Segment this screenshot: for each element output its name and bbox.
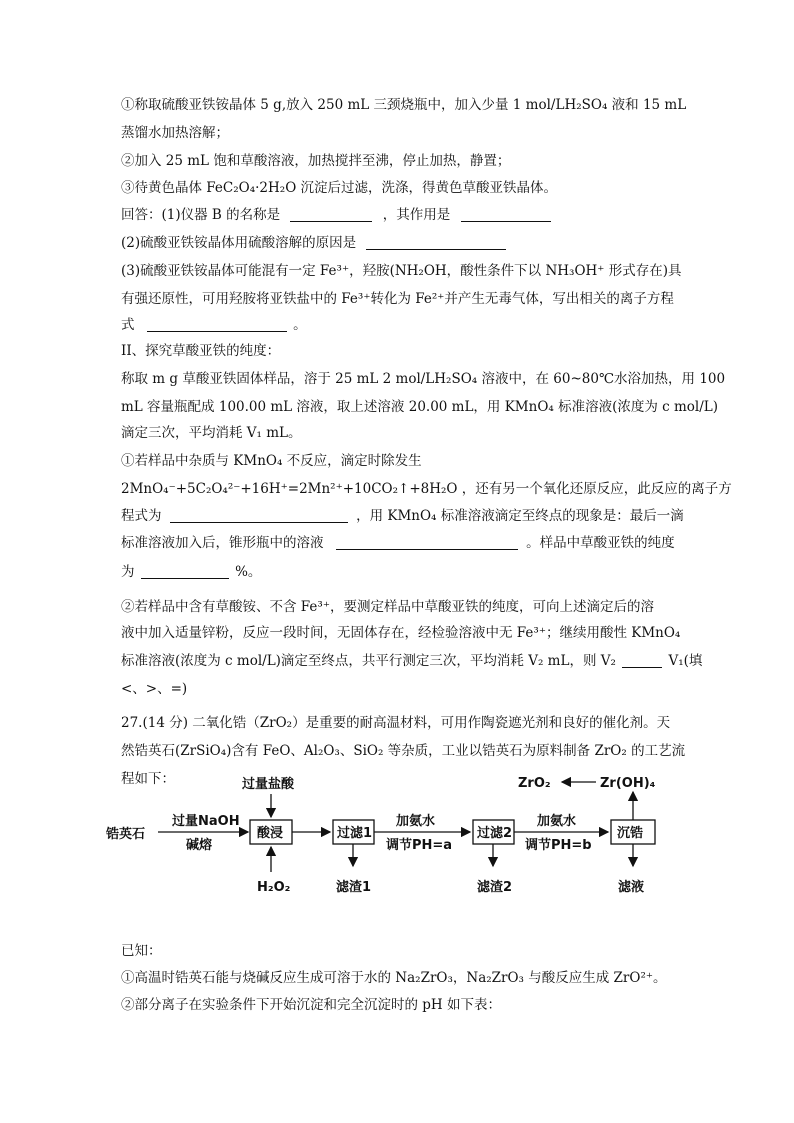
section-heading: II、探究草酸亚铁的纯度： [121,343,281,359]
flow-box1-top: 过量盐酸 [242,777,295,792]
answer-blank[interactable] [366,235,506,250]
flow-box1: 酸浸 [257,826,284,841]
text-line: ①若样品中杂质与 KMnO₄ 不反应，滴定时除发生 [121,453,422,469]
text-fragment: V₁(填 [668,653,703,669]
answer-blank[interactable] [290,207,372,222]
text-line: (3)硫酸亚铁铵晶体可能混有一定 Fe³⁺，羟胺(NH₂OH，酸性条件下以 NH₃OH⁺ 形式存在)具 [121,263,682,279]
question-line [121,534,675,552]
flow-product1: Zr(OH)₄ [600,776,656,791]
flow-step3-bottom: 调节PH=b [525,838,592,853]
question-line [121,563,261,581]
text-line: ③待黄色晶体 FeC₂O₄·2H₂O 沉淀后过滤，洗涤，得黄色草酸亚铁晶体。 [121,180,558,196]
flow-box2-out: 滤渣1 [336,880,372,895]
answer-blank[interactable] [461,207,551,222]
text-fragment: 式 [121,317,135,333]
flow-step2-top: 加氨水 [396,814,436,829]
text-line: ①称取硫酸亚铁铵晶体 5 g,放入 250 mL 三颈烧瓶中，加入少量 1 mol/LH₂SO₄ 液和 15 mL [121,97,687,113]
answer-blank[interactable] [147,317,287,332]
flow-box2: 过滤1 [337,826,373,841]
text-fragment: 为 [121,564,135,580]
flow-step2-bottom: 调节PH=a [386,838,453,853]
text-line: 有强还原性，可用羟胺将亚铁盐中的 Fe³⁺转化为 Fe²⁺并产生无毒气体，写出相关的离子方程 [121,291,674,307]
question-heading: 27.(14 分) 二氧化锆（ZrO₂）是重要的耐高温材料，可用作陶瓷遮光剂和良好的催化剂。天 [121,715,671,731]
text-fragment: 程式为 [121,508,162,524]
question-line [121,316,307,334]
question-line [121,507,684,525]
question-line [121,652,702,670]
text-line: 然锆英石(ZrSiO₄)含有 FeO、Al₂O₃、SiO₂ 等杂质，工业以锆英石为原料制备 ZrO₂ 的工艺流 [121,743,686,759]
text-fragment: (2)硫酸亚铁铵晶体用硫酸溶解的原因是 [121,235,357,251]
text-fragment: ，用 KMnO₄ 标准溶液滴定至终点的现象是：最后一滴 [356,508,684,524]
flow-box4: 沉锆 [617,826,644,841]
text-fragment: 标准溶液加入后，锥形瓶中的溶液 [121,535,324,551]
question-line [121,206,551,224]
flow-product2: ZrO₂ [518,776,551,791]
text-line: 滴定三次，平均消耗 V₁ mL。 [121,425,302,441]
flow-start: 锆英石 [106,827,146,842]
answer-blank[interactable] [170,508,348,523]
text-line: ①高温时锆英石能与烧碱反应生成可溶于水的 Na₂ZrO₃，Na₂ZrO₃ 与酸反应生成 ZrO²⁺。 [121,970,667,986]
text-line: 已知： [121,943,162,959]
flow-box1-bottom: H₂O₂ [257,880,291,895]
flow-box4-out: 滤液 [618,880,645,895]
text-line: ②加入 25 mL 饱和草酸溶液，加热搅拌至沸，停止加热，静置； [121,153,511,169]
text-line: 称取 m g 草酸亚铁固体样品，溶于 25 mL 2 mol/LH₂SO₄ 溶液中，在 60~80℃水浴加热，用 100 [121,371,726,387]
text-fragment: %。 [235,564,262,580]
process-flow-diagram [100,760,700,910]
flow-box3-out: 滤渣2 [477,880,513,895]
answer-blank[interactable] [336,535,518,550]
text-line: 程如下： [121,771,175,787]
text-line: ②若样品中含有草酸铵、不含 Fe³⁺，要测定样品中草酸亚铁的纯度，可向上述滴定后的溶 [121,599,654,615]
text-fragment: ，其作用是 [382,207,451,223]
flow-step1-bottom: 碱熔 [186,838,213,853]
text-fragment: 标准溶液(浓度为 c mol/L)滴定至终点，共平行测定三次，平均消耗 V₂ mL，则 V₂ [121,653,616,669]
flow-step1-top: 过量NaOH [172,814,240,829]
answer-blank[interactable] [141,564,229,579]
flow-box3: 过滤2 [477,826,513,841]
text-line: mL 容量瓶配成 100.00 mL 溶液，取上述溶液 20.00 mL，用 KMnO₄ 标准溶液(浓度为 c mol/L) [121,399,719,415]
text-line: 液中加入适量锌粉，反应一段时间，无固体存在，经检验溶液中无 Fe³⁺；继续用酸性 KMnO₄ [121,625,681,641]
flow-step3-top: 加氨水 [537,814,577,829]
text-fragment: 。 [293,317,307,333]
text-line: ②部分离子在实验条件下开始沉淀和完全沉淀时的 pH 如下表： [121,997,501,1013]
text-line: 2MnO₄⁻+5C₂O₄²⁻+16H⁺=2Mn²⁺+10CO₂↑+8H₂O ，还有另一个氧化还原反应，此反应的离子方 [121,481,732,497]
text-fragment: 回答：(1)仪器 B 的名称是 [121,207,281,223]
question-line [121,234,506,252]
text-line: 蒸馏水加热溶解； [121,125,229,141]
text-line: <、>、=) [121,681,188,697]
answer-blank[interactable] [622,653,662,668]
text-fragment: 。样品中草酸亚铁的纯度 [526,535,675,551]
